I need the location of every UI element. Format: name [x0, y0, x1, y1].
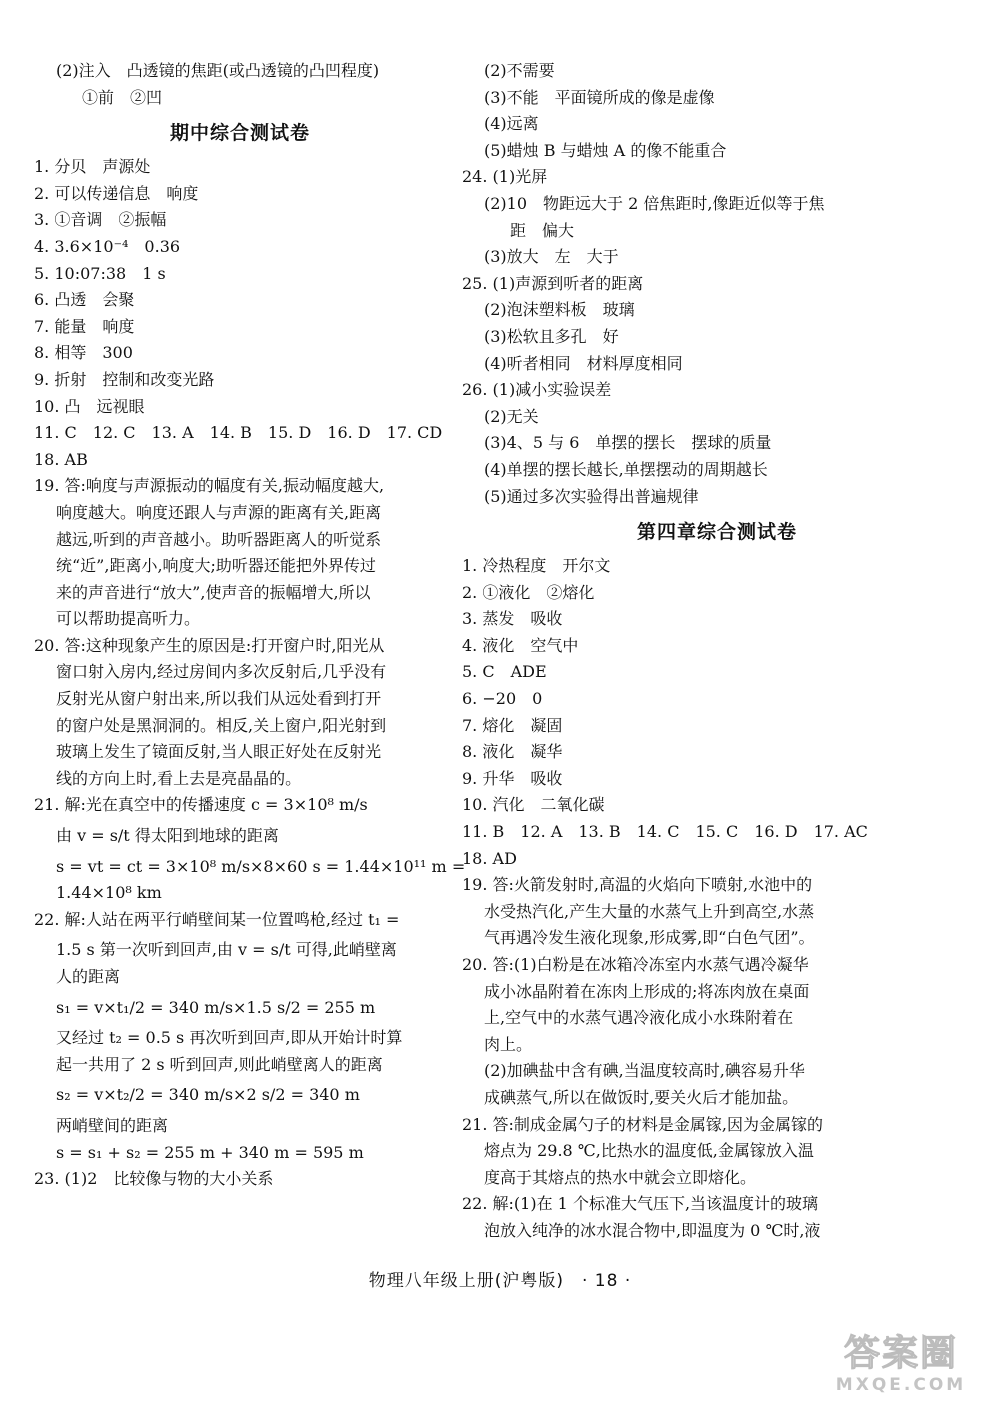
answer-line: (5)蜡烛 B 与蜡烛 A 的像不能重合	[484, 140, 727, 160]
answer-line: 21. 解:光在真空中的传播速度 c = 3×10⁸ m/s	[34, 795, 368, 815]
answer-line: 统“近”,距离小,响度大;助听器还能把外界传过	[56, 556, 376, 576]
answer-line: 8. 相等 300	[34, 343, 133, 363]
answer-line: 4. 液化 空气中	[462, 635, 579, 655]
answer-line: 6. 凸透 会聚	[34, 290, 135, 310]
answer-line: 来的声音进行“放大”,使声音的振幅增大,所以	[56, 582, 371, 602]
answer-line: 5. 10:07:38 1 s	[34, 263, 166, 283]
answer-line: 11. B 12. A 13. B 14. C 15. C 16. D 17. AC	[462, 822, 868, 842]
answer-line: 1. 冷热程度 开尔文	[462, 556, 611, 576]
left-column	[34, 58, 466, 1193]
answer-line: 3. ①音调 ②振幅	[34, 210, 167, 230]
answer-line: 25. (1)声源到听者的距离	[462, 273, 644, 293]
answer-line: 7. 能量 响度	[34, 316, 135, 336]
formula-line: 由 v = s/t 得太阳到地球的距离	[56, 826, 279, 846]
answer-line: 又经过 t₂ = 0.5 s 再次听到回声,即从开始计时算	[56, 1028, 403, 1048]
answer-line: 22. 解:(1)在 1 个标准大气压下,当该温度计的玻璃	[462, 1194, 819, 1214]
answer-line: (2)不需要	[484, 61, 555, 80]
answer-line: 越远,听到的声音越小。助听器距离人的听觉系	[56, 529, 382, 549]
section-title-chapter4: 第四章综合测试卷	[636, 521, 797, 544]
answer-line: 1. 分贝 声源处	[34, 157, 151, 177]
answer-line: 22. 解:人站在两平行峭壁间某一位置鸣枪,经过 t₁ =	[34, 909, 400, 929]
answer-line: 起一共用了 2 s 听到回声,则此峭壁离人的距离	[56, 1054, 383, 1074]
answer-line: 1.5 s 第一次听到回声,由 v = s/t 可得,此峭壁离	[56, 940, 397, 960]
answer-line: 2. ①液化 ②熔化	[462, 582, 595, 602]
answer-line: 26. (1)减小实验误差	[462, 380, 612, 400]
answer-line: 9. 升华 吸收	[462, 768, 563, 788]
answer-line: 反射光从窗户射出来,所以我们从远处看到打开	[56, 689, 382, 709]
answer-line: 玻璃上发生了镜面反射,当人眼正好处在反射光	[56, 742, 382, 762]
answer-line: 熔点为 29.8 ℃,比热水的温度低,金属镓放入温	[484, 1141, 814, 1161]
answer-line: 18. AB	[34, 449, 88, 469]
answer-line: 气再遇冷发生液化现象,形成雾,即“白色气团”。	[484, 928, 815, 948]
answer-line: (2)泡沫塑料板 玻璃	[484, 300, 635, 320]
answer-line: 10. 汽化 二氧化碳	[462, 795, 605, 815]
text-line: (2)注入 凸透镜的焦距(或凸透镜的凸凹程度)	[56, 61, 380, 80]
answer-line: 两峭壁间的距离	[56, 1115, 169, 1135]
formula-line: s = vt = ct = 3×10⁸ m/s×8×60 s = 1.44×10¹¹ m =	[56, 856, 466, 876]
answer-line: 20. 答:(1)白粉是在冰箱冷冻室内水蒸气遇冷凝华	[462, 955, 809, 974]
answer-line: 21. 答:制成金属勺子的材料是金属镓,因为金属镓的	[462, 1114, 824, 1134]
answer-line: 4. 3.6×10⁻⁴ 0.36	[34, 236, 181, 256]
answer-line: 距 偏大	[510, 220, 575, 240]
answer-line: 9. 折射 控制和改变光路	[34, 369, 215, 389]
answer-line: 20. 答:这种现象产生的原因是:打开窗户时,阳光从	[34, 635, 385, 655]
answer-line: 11. C 12. C 13. A 14. B 15. D 16. D 17. CD	[34, 423, 443, 443]
answer-line: 窗口射入房内,经过房间内多次反射后,几乎没有	[56, 662, 387, 682]
answer-line: 肉上。	[484, 1034, 533, 1054]
answer-line: 泡放入纯净的冰水混合物中,即温度为 0 ℃时,液	[484, 1220, 821, 1240]
answer-line: (3)放大 左 大于	[484, 247, 619, 267]
answer-line: (3)4、5 与 6 单摆的摆长 摆球的质量	[484, 433, 772, 453]
answer-line: 可以帮助提高听力。	[56, 609, 201, 629]
answer-line: 的窗户处是黑洞洞的。相反,关上窗户,阳光射到	[56, 715, 387, 735]
answer-line: 水受热汽化,产生大量的水蒸气上升到高空,水蒸	[484, 901, 815, 921]
right-column	[462, 58, 972, 1245]
answer-line: 6. −20 0	[462, 689, 543, 709]
answer-line: (3)松软且多孔 好	[484, 326, 619, 346]
watermark-logo	[816, 1334, 986, 1404]
answer-line: (3)不能 平面镜所成的像是虚像	[484, 87, 715, 107]
answer-line: 线的方向上时,看上去是亮晶晶的。	[56, 768, 302, 788]
answer-line: 上,空气中的水蒸气遇冷液化成小水珠附着在	[484, 1008, 794, 1028]
answer-line: 19. 答:响度与声源振动的幅度有关,振动幅度越大,	[34, 476, 385, 496]
formula-line: 1.44×10⁸ km	[56, 883, 162, 903]
answer-line: (5)通过多次实验得出普遍规律	[484, 486, 699, 506]
answer-line: (2)10 物距远大于 2 倍焦距时,像距近似等于焦	[484, 193, 825, 213]
answer-line: 24. (1)光屏	[462, 167, 548, 187]
answer-line: 成小冰晶附着在冻肉上形成的;将冻肉放在桌面	[484, 981, 810, 1001]
answer-line: (4)单摆的摆长越长,单摆摆动的周期越长	[484, 459, 768, 479]
answer-line: 成碘蒸气,所以在做饭时,要关火后才能加盐。	[484, 1087, 799, 1107]
answer-line: 10. 凸 远视眼	[34, 396, 145, 416]
answer-line: 响度越大。响度还跟人与声源的距离有关,距离	[56, 502, 382, 522]
answer-line: 8. 液化 凝华	[462, 742, 563, 762]
answer-line: (4)远离	[484, 114, 539, 134]
answer-line: 18. AD	[462, 848, 517, 868]
answer-line: 3. 蒸发 吸收	[462, 609, 563, 629]
answer-line: (2)加碘盐中含有碘,当温度较高时,碘容易升华	[484, 1061, 805, 1081]
answer-line: 人的距离	[56, 967, 121, 986]
answer-line: (4)听者相同 材料厚度相同	[484, 353, 683, 373]
formula-line: s = s₁ + s₂ = 255 m + 340 m = 595 m	[56, 1142, 364, 1162]
watermark-main: 答案圈	[843, 1333, 958, 1374]
watermark-url: MXQE.COM	[835, 1375, 967, 1395]
answer-line: 2. 可以传递信息 响度	[34, 183, 199, 203]
formula-line: s₂ = v×t₂/2 = 340 m/s×2 s/2 = 340 m	[56, 1085, 360, 1105]
answer-line: 5. C ADE	[462, 662, 547, 682]
formula-line: s₁ = v×t₁/2 = 340 m/s×1.5 s/2 = 255 m	[56, 997, 376, 1017]
answer-line: 度高于其熔点的热水中就会立即熔化。	[484, 1167, 757, 1187]
text-line: ①前 ②凹	[82, 87, 163, 107]
answer-line: 23. (1)2 比较像与物的大小关系	[34, 1169, 274, 1189]
answer-line: 19. 答:火箭发射时,高温的火焰向下喷射,水池中的	[462, 875, 813, 895]
section-title-midterm: 期中综合测试卷	[169, 122, 310, 145]
answer-line: (2)无关	[484, 406, 539, 426]
answer-line: 7. 熔化 凝固	[462, 715, 563, 735]
page-footer: 物理八年级上册(沪粤版) · 18 ·	[368, 1271, 632, 1291]
